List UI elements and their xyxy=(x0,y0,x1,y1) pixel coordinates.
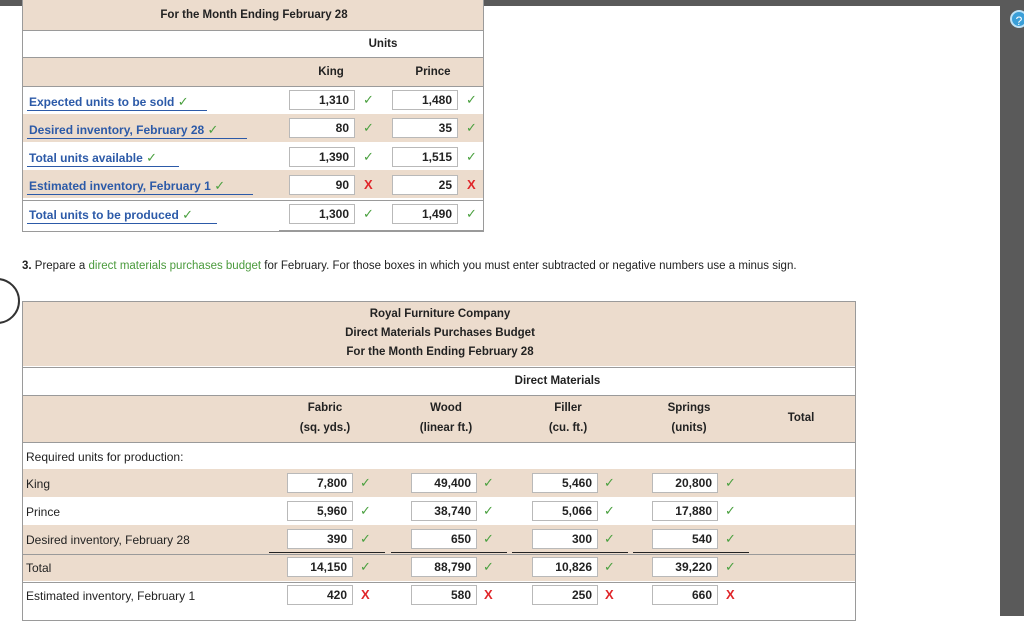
wood-desired-inventory-input[interactable]: 650 xyxy=(411,529,477,549)
row-label-desired-inventory[interactable]: Desired inventory, February 28 ✓ xyxy=(29,122,219,137)
correct-check-icon: ✓ xyxy=(466,206,477,221)
row-label-total-produced[interactable]: Total units to be produced ✓ xyxy=(29,207,194,222)
correct-check-icon: ✓ xyxy=(725,531,736,546)
correct-check-icon: ✓ xyxy=(483,503,494,518)
springs-king-input[interactable]: 20,800 xyxy=(652,473,718,493)
correct-check-icon: ✓ xyxy=(483,559,494,574)
wood-total-input[interactable]: 88,790 xyxy=(411,557,477,577)
row-label-estimated-inventory[interactable]: Estimated inventory, February 1 ✓ xyxy=(29,178,226,193)
row-label-total-available[interactable]: Total units available ✓ xyxy=(29,150,158,165)
correct-check-icon: ✓ xyxy=(363,92,374,107)
correct-check-icon: ✓ xyxy=(360,559,371,574)
incorrect-x-icon: X xyxy=(364,177,373,192)
correct-check-icon: ✓ xyxy=(604,531,615,546)
direct-materials-header: Direct Materials xyxy=(514,375,601,387)
row-label-estimated-inventory: Estimated inventory, February 1 xyxy=(26,589,196,603)
incorrect-x-icon: X xyxy=(726,587,735,602)
column-prince: Prince xyxy=(415,66,451,78)
springs-estimated-inventory-input[interactable]: 660 xyxy=(652,585,718,605)
correct-check-icon: ✓ xyxy=(363,206,374,221)
column-total: Total xyxy=(787,412,815,424)
fabric-desired-inventory-input[interactable]: 390 xyxy=(287,529,353,549)
correct-check-icon: ✓ xyxy=(725,475,736,490)
prince-desired-inventory-input[interactable]: 35 xyxy=(392,118,458,138)
row-label-total: Total xyxy=(26,561,52,575)
correct-check-icon: ✓ xyxy=(483,475,494,490)
correct-check-icon: ✓ xyxy=(725,503,736,518)
incorrect-x-icon: X xyxy=(484,587,493,602)
column-filler: Filler xyxy=(554,402,582,414)
fabric-king-input[interactable]: 7,800 xyxy=(287,473,353,493)
right-scroll-rail xyxy=(1000,0,1024,616)
incorrect-x-icon: X xyxy=(467,177,476,192)
springs-total-input[interactable]: 39,220 xyxy=(652,557,718,577)
row-label-desired-inventory: Desired inventory, February 28 xyxy=(26,533,190,547)
row-label-king: King xyxy=(26,477,51,491)
column-wood: Wood xyxy=(430,402,462,414)
budget-period: For the Month Ending February 28 xyxy=(346,346,534,358)
column-king: King xyxy=(318,66,344,78)
prince-estimated-inventory-input[interactable]: 25 xyxy=(392,175,458,195)
direct-materials-purchases-budget-link[interactable]: direct materials purchases budget xyxy=(88,260,262,272)
wood-prince-input[interactable]: 38,740 xyxy=(411,501,477,521)
fabric-prince-input[interactable]: 5,960 xyxy=(287,501,353,521)
correct-check-icon: ✓ xyxy=(360,503,371,518)
prince-expected-units-input[interactable]: 1,480 xyxy=(392,90,458,110)
prince-total-available-input[interactable]: 1,515 xyxy=(392,147,458,167)
correct-check-icon: ✓ xyxy=(725,559,736,574)
filler-prince-input[interactable]: 5,066 xyxy=(532,501,598,521)
correct-check-icon: ✓ xyxy=(360,531,371,546)
fabric-total-input[interactable]: 14,150 xyxy=(287,557,353,577)
incorrect-x-icon: X xyxy=(605,587,614,602)
filler-king-input[interactable]: 5,460 xyxy=(532,473,598,493)
springs-desired-inventory-input[interactable]: 540 xyxy=(652,529,718,549)
king-desired-inventory-input[interactable]: 80 xyxy=(289,118,355,138)
direct-materials-purchases-budget-table xyxy=(22,301,856,621)
wood-estimated-inventory-input[interactable]: 580 xyxy=(411,585,477,605)
correct-check-icon: ✓ xyxy=(363,120,374,135)
correct-check-icon: ✓ xyxy=(604,503,615,518)
prince-total-produced-input[interactable]: 1,490 xyxy=(392,204,458,224)
correct-check-icon: ✓ xyxy=(363,149,374,164)
filler-desired-inventory-input[interactable]: 300 xyxy=(532,529,598,549)
company-name: Royal Furniture Company xyxy=(369,308,511,320)
instruction-text: 3. Prepare a direct materials purchases budget for February. For those boxes in which you must enter subtracted or negative numbers use a minus sign. xyxy=(22,260,797,272)
column-fabric: Fabric xyxy=(307,402,343,414)
production-budget-table xyxy=(22,0,484,232)
correct-check-icon: ✓ xyxy=(604,559,615,574)
king-total-produced-input[interactable]: 1,300 xyxy=(289,204,355,224)
correct-check-icon: ✓ xyxy=(604,475,615,490)
section-required-units: Required units for production: xyxy=(26,450,184,464)
row-label-prince: Prince xyxy=(26,505,61,519)
filler-total-input[interactable]: 10,826 xyxy=(532,557,598,577)
fabric-estimated-inventory-input[interactable]: 420 xyxy=(287,585,353,605)
springs-prince-input[interactable]: 17,880 xyxy=(652,501,718,521)
correct-check-icon: ✓ xyxy=(360,475,371,490)
king-total-available-input[interactable]: 1,390 xyxy=(289,147,355,167)
column-fabric-unit: (sq. yds.) xyxy=(299,422,351,434)
units-header: Units xyxy=(368,38,398,50)
step-indicator-circle xyxy=(0,278,20,324)
king-estimated-inventory-input[interactable]: 90 xyxy=(289,175,355,195)
king-expected-units-input[interactable]: 1,310 xyxy=(289,90,355,110)
correct-check-icon: ✓ xyxy=(483,531,494,546)
production-subtitle: For the Month Ending February 28 xyxy=(160,9,348,21)
budget-title: Direct Materials Purchases Budget xyxy=(345,327,535,339)
column-springs: Springs xyxy=(667,402,711,414)
column-wood-unit: (linear ft.) xyxy=(419,422,473,434)
correct-check-icon: ✓ xyxy=(466,120,477,135)
column-springs-unit: (units) xyxy=(671,422,707,434)
column-filler-unit: (cu. ft.) xyxy=(548,422,588,434)
incorrect-x-icon: X xyxy=(361,587,370,602)
wood-king-input[interactable]: 49,400 xyxy=(411,473,477,493)
correct-check-icon: ✓ xyxy=(466,92,477,107)
help-icon[interactable]: ? xyxy=(1010,10,1024,28)
correct-check-icon: ✓ xyxy=(466,149,477,164)
row-label-expected-units[interactable]: Expected units to be sold ✓ xyxy=(29,94,189,109)
filler-estimated-inventory-input[interactable]: 250 xyxy=(532,585,598,605)
